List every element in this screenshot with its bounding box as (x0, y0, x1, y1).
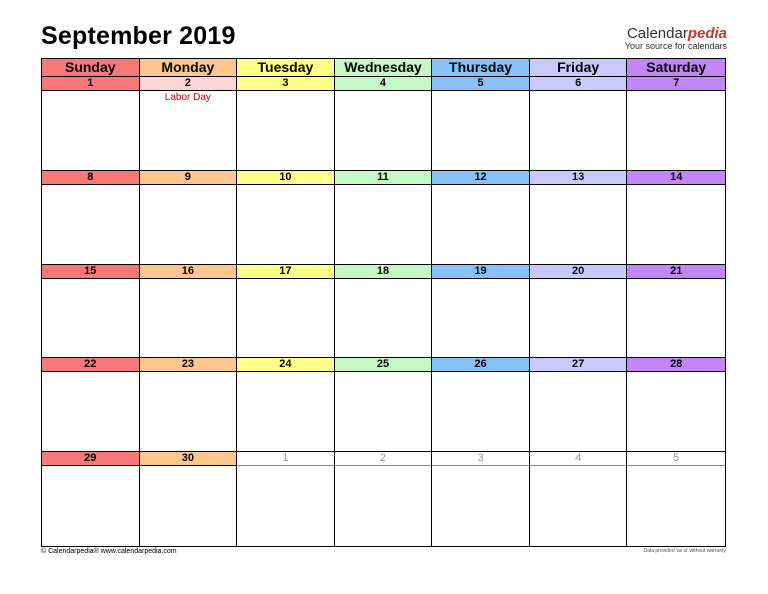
day-cell[interactable] (237, 265, 335, 359)
day-number: 5 (627, 452, 725, 466)
weekday-header-thursday: Thursday (432, 59, 530, 77)
day-cell[interactable] (237, 452, 335, 546)
day-cell[interactable] (530, 265, 628, 359)
day-number: 10 (237, 171, 334, 185)
brand-tagline: Your source for calendars (624, 41, 727, 51)
day-cell[interactable] (42, 171, 140, 265)
day-number: 3 (237, 77, 334, 91)
day-cell[interactable] (140, 358, 238, 452)
day-cell[interactable] (140, 452, 238, 546)
day-number: 8 (42, 171, 139, 185)
brand-logo (625, 26, 727, 51)
day-number: 1 (237, 452, 334, 466)
day-cell[interactable] (140, 77, 238, 171)
calendar-grid (41, 58, 726, 547)
day-cell[interactable] (627, 265, 725, 359)
day-number: 11 (335, 171, 432, 185)
day-number: 26 (432, 358, 529, 372)
page-title: September 2019 (41, 22, 236, 50)
day-cell[interactable] (530, 171, 628, 265)
day-cell[interactable] (627, 358, 725, 452)
day-number: 15 (42, 265, 139, 279)
day-cell[interactable] (432, 171, 530, 265)
day-number: 12 (432, 171, 529, 185)
day-cell[interactable] (335, 265, 433, 359)
day-number: 13 (530, 171, 627, 185)
day-number: 14 (627, 171, 725, 185)
day-number: 29 (42, 452, 139, 466)
day-number: 25 (335, 358, 432, 372)
brand-name: Calendarpedia (626, 25, 727, 42)
day-number: 17 (237, 265, 334, 279)
footer-copyright: © Calendarpedia® www.calendarpedia.com (41, 548, 177, 555)
weekday-header-friday: Friday (530, 59, 628, 77)
day-cell[interactable] (42, 452, 140, 546)
holiday-label: Labor Day (164, 92, 211, 103)
weekday-header-sunday: Sunday (42, 59, 140, 77)
day-number: 16 (140, 265, 237, 279)
day-cell[interactable] (627, 171, 725, 265)
day-cell[interactable] (432, 265, 530, 359)
day-number: 21 (627, 265, 725, 279)
day-cell[interactable] (530, 77, 628, 171)
day-cell[interactable] (140, 171, 238, 265)
day-number: 1 (42, 77, 139, 91)
day-cell[interactable] (627, 452, 725, 546)
day-number: 4 (530, 452, 627, 466)
weekday-header-monday: Monday (140, 59, 238, 77)
weekday-header-wednesday: Wednesday (335, 59, 433, 77)
day-cell[interactable] (237, 77, 335, 171)
day-cell[interactable] (432, 77, 530, 171)
day-number: 4 (335, 77, 432, 91)
day-cell[interactable] (335, 358, 433, 452)
day-cell[interactable] (335, 77, 433, 171)
day-number: 23 (140, 358, 237, 372)
weekday-header-saturday: Saturday (627, 59, 725, 77)
footer-disclaimer: Data provided 'as is' without warranty (643, 548, 726, 554)
day-number: 27 (530, 358, 627, 372)
day-cell[interactable] (335, 171, 433, 265)
day-cell[interactable] (335, 452, 433, 546)
day-number: 5 (432, 77, 529, 91)
day-number: 2 (140, 77, 237, 91)
day-cell[interactable] (237, 358, 335, 452)
day-number: 20 (530, 265, 627, 279)
day-cell[interactable] (42, 265, 140, 359)
day-cell[interactable] (530, 452, 628, 546)
day-number: 18 (335, 265, 432, 279)
day-number: 2 (335, 452, 432, 466)
day-cell[interactable] (627, 77, 725, 171)
day-number: 30 (140, 452, 237, 466)
day-cell[interactable] (530, 358, 628, 452)
day-cell[interactable] (432, 358, 530, 452)
day-number: 6 (530, 77, 627, 91)
day-cell[interactable] (237, 171, 335, 265)
day-number: 24 (237, 358, 334, 372)
day-number: 9 (140, 171, 237, 185)
day-cell[interactable] (140, 265, 238, 359)
day-cell[interactable] (432, 452, 530, 546)
day-number: 28 (627, 358, 725, 372)
weekday-header-tuesday: Tuesday (237, 59, 335, 77)
day-number: 22 (42, 358, 139, 372)
day-number: 3 (432, 452, 529, 466)
day-number: 7 (627, 77, 725, 91)
day-cell[interactable] (42, 358, 140, 452)
day-number: 19 (432, 265, 529, 279)
day-cell[interactable] (42, 77, 140, 171)
